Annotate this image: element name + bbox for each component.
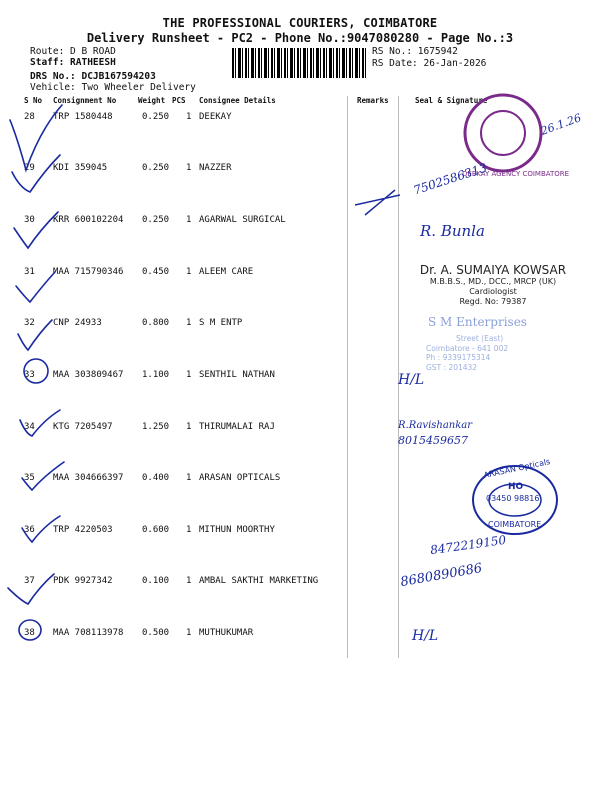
row-consignment: MAA 708113978 <box>53 628 124 638</box>
runsheet-subtitle: Delivery Runsheet - PC2 - Phone No.:9047080280 - Page No.:3 <box>86 31 514 45</box>
arasan-stamp-city: COIMBATORE <box>488 520 542 529</box>
col-consignee: Consignee Details <box>199 96 276 105</box>
row-pcs: 1 <box>186 215 192 225</box>
row-weight: 0.600 <box>142 525 170 535</box>
row-consignee: AGARWAL SURGICAL <box>199 215 286 225</box>
row-consignment: MAA 715790346 <box>53 267 124 277</box>
drs-number: DRS No.: DCJB167594203 <box>30 71 156 82</box>
col-pcs: PCS <box>172 96 186 105</box>
row-sno: 31 <box>24 267 35 277</box>
row-pcs: 1 <box>186 163 192 173</box>
row-weight: 1.250 <box>142 422 170 432</box>
doctor-name: Dr. A. SUMAIYA KOWSAR <box>419 263 567 277</box>
row-sno: 34 <box>24 422 35 432</box>
cross-mark-icon <box>350 185 410 225</box>
row-consignee: SENTHIL NATHAN <box>199 370 275 380</box>
arasan-stamp-phone: 03450 98816 <box>486 494 540 503</box>
checkmarks-icon <box>0 100 110 660</box>
row-weight: 0.800 <box>142 318 170 328</box>
nazzer-handwritten-phone: 7502586313 <box>411 160 489 198</box>
row-sno: 37 <box>24 576 35 586</box>
thirumalai-phone-handwritten: 8015459657 <box>398 434 468 447</box>
row-weight: 0.250 <box>142 215 170 225</box>
thirumalai-name-handwritten: R.Ravishankar <box>398 420 473 431</box>
sm-enterprises-details <box>426 334 556 372</box>
row-pcs: 1 <box>186 318 192 328</box>
col-consignment: Consignment No <box>53 96 117 105</box>
row-sno: 36 <box>24 525 35 535</box>
company-title: THE PROFESSIONAL COURIERS, COIMBATORE <box>162 16 438 30</box>
row-consignment: TRP 4220503 <box>53 525 113 535</box>
muthukumar-handwritten: H/L <box>412 628 439 644</box>
row-pcs: 1 <box>186 628 192 638</box>
row-consignee: ALEEM CARE <box>199 267 254 277</box>
agarwal-signature: R. Bunla <box>420 222 485 240</box>
row-pcs: 1 <box>186 267 192 277</box>
col-remarks: Remarks <box>357 96 389 105</box>
row-pcs: 1 <box>186 370 192 380</box>
doctor-stamp <box>418 263 568 307</box>
staff-label: Staff: RATHEESH <box>30 57 116 68</box>
arasan-stamp-ho: HO <box>508 482 524 492</box>
doctor-qualifications: M.B.B.S., MD., DCC., MRCP (UK) <box>429 277 557 286</box>
sm-phone: Ph : 9339175314 <box>426 353 491 362</box>
col-sno: S No <box>24 96 43 105</box>
row-pcs: 1 <box>186 422 192 432</box>
row-weight: 0.400 <box>142 473 170 483</box>
vehicle-label: Vehicle: Two Wheeler Delivery <box>30 82 196 93</box>
row-sno: 33 <box>24 370 35 380</box>
doctor-regd: Regd. No: 79387 <box>459 297 527 306</box>
sm-city: Coimbatore - 641 002 <box>426 343 509 353</box>
row-weight: 0.450 <box>142 267 170 277</box>
row-weight: 0.250 <box>142 163 170 173</box>
row-pcs: 1 <box>186 473 192 483</box>
mithun-handwritten-phone: 8472219150 <box>429 532 507 558</box>
row-sno: 32 <box>24 318 35 328</box>
row-consignment: CNP 24933 <box>53 318 102 328</box>
row-consignee: DEEKAY <box>199 112 232 122</box>
deekay-signature-date: 26.1.26 <box>539 111 583 138</box>
doctor-role: Cardiologist <box>469 287 517 296</box>
row-consignment: MAA 304666397 <box>53 473 124 483</box>
row-pcs: 1 <box>186 525 192 535</box>
row-sno: 28 <box>24 112 35 122</box>
barcode <box>232 48 366 78</box>
row-sno: 35 <box>24 473 35 483</box>
row-sno: 30 <box>24 215 35 225</box>
row-consignee: MITHUN MOORTHY <box>199 525 275 535</box>
row-consignee: AMBAL SAKTHI MARKETING <box>199 576 319 586</box>
row-weight: 1.100 <box>142 370 170 380</box>
row-sno: 38 <box>24 628 35 638</box>
row-consignee: ARASAN OPTICALS <box>199 473 281 483</box>
rs-number: RS No.: 1675942 <box>372 46 458 57</box>
rs-date: RS Date: 26-Jan-2026 <box>372 58 487 69</box>
row-consignee: THIRUMALAI RAJ <box>199 422 275 432</box>
route-label: Route: D B ROAD <box>30 46 116 57</box>
row-sno: 29 <box>24 163 35 173</box>
sm-gst: GST : 201432 <box>426 362 478 372</box>
row-consignment: MAA 303809467 <box>53 370 124 380</box>
row-consignment: KRR 600102204 <box>53 215 124 225</box>
row-consignee: MUTHUKUMAR <box>199 628 254 638</box>
row-pcs: 1 <box>186 112 192 122</box>
row-consignment: TRP 1580448 <box>53 112 113 122</box>
row-consignment: PDK 9927342 <box>53 576 113 586</box>
row-pcs: 1 <box>186 576 192 586</box>
row-consignment: KTG 7205497 <box>53 422 113 432</box>
col-weight: Weight <box>138 96 166 105</box>
arasan-stamp-name: ARASAN Opticals <box>482 457 552 480</box>
senthil-handwritten: H/L <box>398 372 425 388</box>
ambal-handwritten-phone: 8680890686 <box>399 560 484 591</box>
row-weight: 0.100 <box>142 576 170 586</box>
sm-enterprises-stamp: S M Enterprises <box>428 315 527 329</box>
row-weight: 0.500 <box>142 628 170 638</box>
deekay-stamp-text: DEEKAY AGENCY COIMBATORE <box>462 170 570 178</box>
sm-address: Street (East) <box>456 334 504 343</box>
col-seal: Seal & Signature <box>415 96 488 105</box>
row-weight: 0.250 <box>142 112 170 122</box>
row-consignment: KDI 359045 <box>53 163 108 173</box>
row-consignee: NAZZER <box>199 163 232 173</box>
row-consignee: S M ENTP <box>199 318 243 328</box>
